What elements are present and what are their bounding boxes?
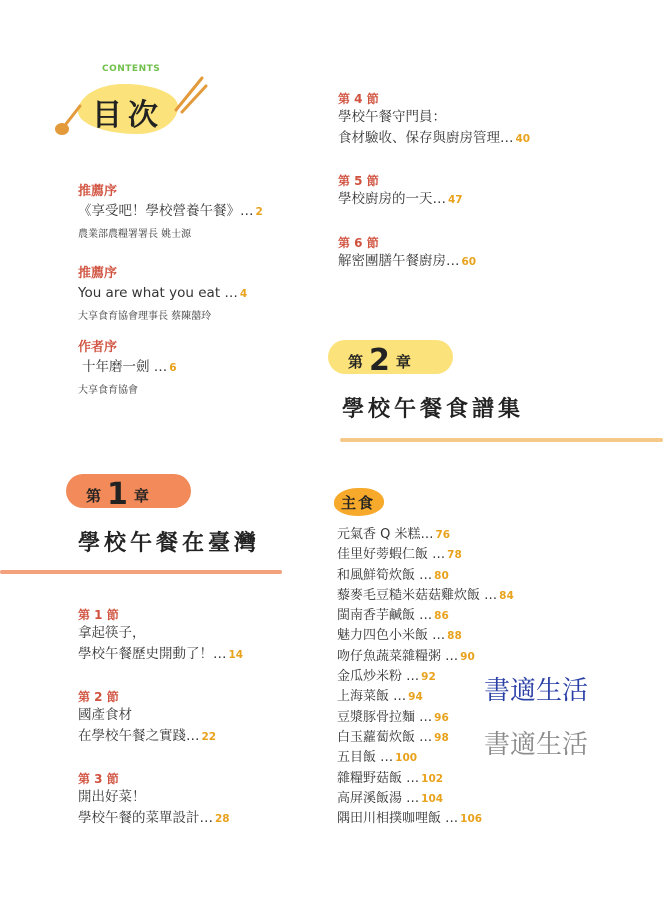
list-item[interactable] <box>337 647 514 667</box>
ellipsis: … <box>213 646 227 662</box>
ellipsis: … <box>420 527 434 542</box>
preface-title: 《享受吧！學校營養午餐》 <box>78 203 240 219</box>
ellipsis: … <box>419 567 433 583</box>
section-title: 學校午餐歷史開動了！ <box>78 646 213 662</box>
chapter-1-title: 學校午餐在臺灣 <box>78 531 261 556</box>
section-line: 國產食材 <box>78 707 132 723</box>
page-number: 22 <box>201 731 217 743</box>
list-item[interactable] <box>337 586 514 606</box>
section-entry[interactable] <box>78 726 216 748</box>
preface-author: 農業部農糧署署長 姚士源 <box>78 229 192 240</box>
preface-2 <box>78 262 247 322</box>
chapter-prefix: 第 <box>86 487 102 505</box>
recipe-name: 上海菜飯 <box>337 689 394 705</box>
preface-entry[interactable] <box>78 201 263 223</box>
chapter-number: 1 <box>107 477 128 512</box>
recipe-name: 雜糧野菇飯 <box>337 770 407 786</box>
recipe-name: 元氣香 Q 米糕 <box>337 527 421 542</box>
chapter-1-label[interactable] <box>86 474 149 512</box>
section-2 <box>78 688 216 748</box>
section-line: 開出好菜！ <box>78 789 146 805</box>
recipe-name: 魅力四色小米飯 <box>337 628 433 644</box>
preface-author: 大享食育協會 <box>78 385 138 396</box>
recipe-name: 白玉蘿蔔炊飯 <box>337 729 420 745</box>
page-number: 88 <box>447 630 462 643</box>
section-title: 食材驗收、保存與廚房管理 <box>338 130 500 146</box>
section-entry[interactable] <box>78 644 243 666</box>
recipe-name: 高屏溪飯湯 <box>337 790 407 806</box>
list-item[interactable] <box>337 525 514 545</box>
list-item[interactable] <box>337 545 514 565</box>
section-5 <box>338 172 463 211</box>
preface-author: 大享食育協會理事長 蔡陳囍玲 <box>78 311 212 322</box>
ellipsis: … <box>500 130 514 146</box>
list-item[interactable] <box>337 769 514 789</box>
ellipsis: … <box>432 547 446 563</box>
page-number: 90 <box>460 650 475 663</box>
preface-1 <box>78 180 263 240</box>
preface-entry[interactable] <box>78 357 177 379</box>
page-number: 106 <box>460 813 483 826</box>
ellipsis: … <box>199 810 213 826</box>
preface-label: 推薦序 <box>78 184 118 199</box>
page-number: 60 <box>461 256 477 268</box>
page-number: 94 <box>408 691 423 704</box>
chapter-suffix: 章 <box>395 353 411 371</box>
ellipsis: … <box>406 669 420 685</box>
section-1 <box>78 606 243 666</box>
section-6 <box>338 234 476 273</box>
recipe-name: 佳里好蒡蝦仁飯 <box>337 547 433 563</box>
recipe-name: 藜麥毛豆糙米菇菇雞炊飯 <box>337 587 485 603</box>
page-number: 98 <box>434 731 449 744</box>
ellipsis: … <box>419 608 433 624</box>
section-title: 學校午餐的菜單設計 <box>78 810 200 826</box>
preface-label: 推薦序 <box>78 266 118 281</box>
page-number: 47 <box>448 194 463 206</box>
ellipsis: … <box>446 253 460 269</box>
page-number: 40 <box>515 133 531 145</box>
ellipsis: … <box>380 750 394 766</box>
page-number: 100 <box>395 752 418 765</box>
recipe-name: 和風鮮筍炊飯 <box>337 567 420 583</box>
ellipsis: … <box>419 709 433 725</box>
chapter-2-divider <box>340 438 663 442</box>
ellipsis: … <box>224 285 238 301</box>
recipe-name: 豆漿豚骨拉麵 <box>337 709 420 725</box>
section-label: 第 1 節 <box>78 608 119 622</box>
preface-label: 作者序 <box>78 340 118 355</box>
chapter-suffix: 章 <box>133 487 149 505</box>
recipe-name: 吻仔魚蔬菜雜糧粥 <box>337 648 446 664</box>
ellipsis: … <box>484 587 498 603</box>
chapter-2-title: 學校午餐食譜集 <box>342 397 525 422</box>
ellipsis: … <box>393 689 407 705</box>
section-entry[interactable] <box>78 808 230 830</box>
list-item[interactable] <box>337 566 514 586</box>
chapter-prefix: 第 <box>348 353 364 371</box>
preface-title: You are what you eat <box>78 285 225 301</box>
ellipsis: … <box>419 729 433 745</box>
page-number: 28 <box>215 813 230 825</box>
page-number: 76 <box>435 529 451 541</box>
page-number: 92 <box>421 671 436 684</box>
ellipsis: … <box>186 728 200 744</box>
page-number: 80 <box>434 569 449 582</box>
section-label: 第 2 節 <box>78 690 119 704</box>
recipe-name: 閩南香芋鹹飯 <box>337 608 420 624</box>
watermark-blue: 書適生活 <box>484 676 589 706</box>
chapter-number: 2 <box>369 343 390 378</box>
list-item[interactable] <box>337 606 514 626</box>
ellipsis: … <box>406 790 420 806</box>
chapter-2-label[interactable] <box>348 340 411 378</box>
preface-3 <box>78 336 177 396</box>
page-number: 4 <box>239 288 248 300</box>
page-title: 目次 <box>92 98 164 133</box>
ellipsis: … <box>240 203 254 219</box>
ellipsis: … <box>432 191 446 207</box>
section-3 <box>78 770 230 830</box>
category-label: 主食 <box>341 494 376 512</box>
chapter-1-divider <box>0 570 282 574</box>
section-label: 第 4 節 <box>338 92 379 106</box>
page-number: 14 <box>228 649 244 661</box>
list-item[interactable] <box>337 789 514 809</box>
page-number: 86 <box>434 610 449 623</box>
page-number: 84 <box>499 589 514 602</box>
section-label: 第 3 節 <box>78 772 119 786</box>
chopsticks-icon <box>172 74 208 114</box>
section-line: 拿起筷子， <box>78 625 146 641</box>
section-title: 解密團膳午餐廚房 <box>338 253 446 269</box>
recipe-name: 五目飯 <box>337 750 381 766</box>
page-number: 78 <box>447 549 462 562</box>
ellipsis: … <box>445 648 459 664</box>
section-label: 第 6 節 <box>338 236 379 250</box>
section-label: 第 5 節 <box>338 174 379 188</box>
page-number: 104 <box>421 792 444 805</box>
watermark-gray: 書適生活 <box>484 730 589 760</box>
ellipsis: … <box>406 770 420 786</box>
contents-label: CONTENTS <box>102 64 161 74</box>
page-number: 2 <box>255 206 263 218</box>
section-title: 學校廚房的一天 <box>338 191 433 207</box>
list-item[interactable] <box>337 809 514 829</box>
section-entry[interactable] <box>338 251 476 273</box>
preface-entry[interactable] <box>78 283 247 305</box>
list-item[interactable] <box>337 626 514 646</box>
section-entry[interactable] <box>338 189 463 211</box>
recipe-name: 隅田川相撲咖哩飯 <box>337 811 446 827</box>
page-number: 96 <box>434 711 449 724</box>
page-number: 102 <box>421 772 444 785</box>
section-4 <box>338 90 530 150</box>
recipe-name: 金瓜炒米粉 <box>337 669 407 685</box>
section-line: 學校午餐守門員： <box>338 109 446 125</box>
page-number: 6 <box>169 362 177 374</box>
ellipsis: … <box>432 628 446 644</box>
ellipsis: … <box>445 811 459 827</box>
section-title: 在學校午餐之實踐 <box>78 728 186 744</box>
spoon-icon <box>53 102 83 138</box>
ellipsis: … <box>153 359 168 375</box>
preface-title: 十年磨一劍 <box>82 359 154 375</box>
section-entry[interactable] <box>338 128 530 150</box>
